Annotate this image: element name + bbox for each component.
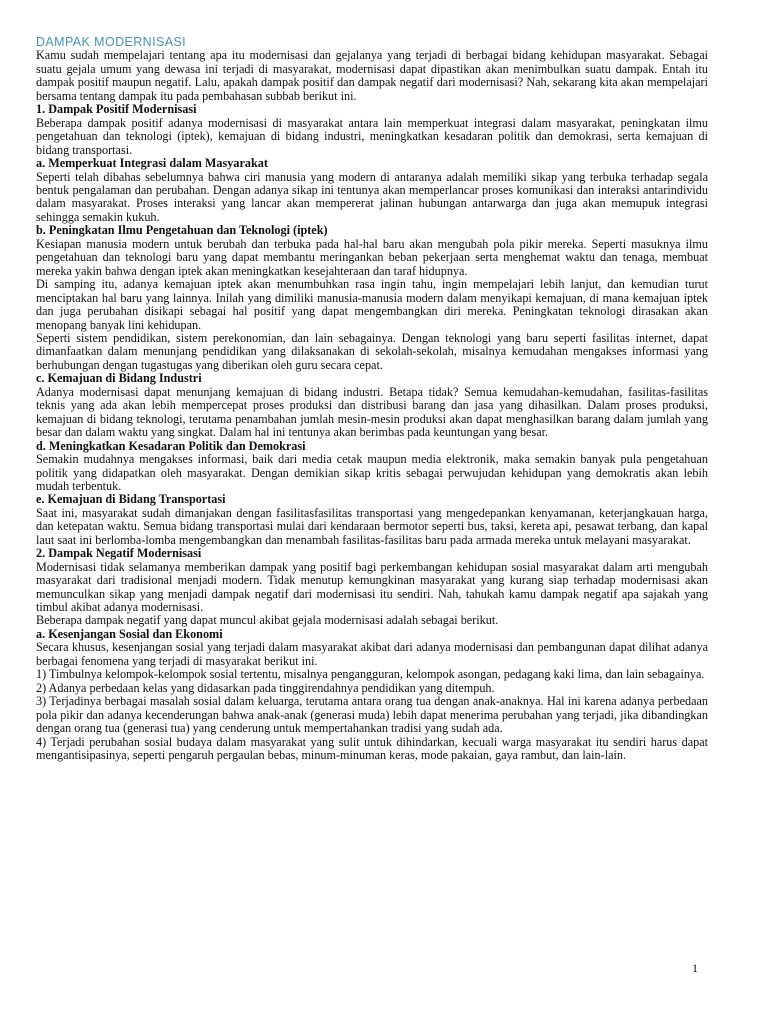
subheading-transport: e. Kemajuan di Bidang Transportasi <box>36 492 226 507</box>
social-gap-paragraph: Secara khusus, kesenjangan sosial yang terjadi dalam masyarakat akibat dari adanya modernisasi dan pembangunan dapat dilihat adanya berbagai fenomena yang terjadi di masyarakat berikut ini. <box>36 640 708 668</box>
subheading-social-gap: a. Kesenjangan Sosial dan Ekonomi <box>36 626 223 641</box>
integration-paragraph: Seperti telah dibahas sebelumnya bahwa ciri manusia yang modern di antaranya adalah memiliki sikap yang terbuka terhadap segala bentuk pengalaman dan perubahan. Dengan adanya sikap ini tentunya akan memperlancar proses komunikasi dan interaksi antarindividu dalam masyarakat. Proses interaksi yang lancar akan mempererat jalinan hubungan antarwarga dan juga akan memupuk integrasi sehingga semakin kukuh. <box>36 169 708 224</box>
politics-paragraph: Semakin mudahnya mengakses informasi, baik dari media cetak maupun media elektronik, maka semakin banyak pula pengetahuan politik yang didapatkan oleh masyarakat. Dengan demikian sikap kritis sebagai perwujudan kehidupan yang demokratis akan lebih mudah terbentuk. <box>36 452 708 493</box>
list-item: 3) Terjadinya berbagai masalah sosial dalam keluarga, terutama antara orang tua dengan anak-anaknya. Hal ini karena adanya perbedaan pola pikir dan adanya kecenderungan bahwa anak-anak (generasi muda) lebih dapat menerima perubahan yang terjadi, jika dibandingkan dengan orang tua (generasi tua) yang cenderung untuk mempertahankan tradisi yang sudah ada. <box>36 694 708 736</box>
section-heading-negative: 2. Dampak Negatif Modernisasi <box>36 546 202 561</box>
iptek-paragraph-1: Kesiapan manusia modern untuk berubah dan terbuka pada hal-hal baru akan mengubah pola pikir mereka. Seperti masuknya ilmu pengetahuan dan teknologi baru yang dapat membantu meringankan beban pekerjaan serta menghemat waktu dan tenaga, membuat mereka yakin bahwa dengan iptek akan meningkatkan kesejahteraan dan taraf hidupnya. <box>36 236 708 278</box>
positive-intro-paragraph: Beberapa dampak positif adanya modernisasi di masyarakat antara lain memperkuat integrasi dalam masyarakat, peningkatan ilmu pengetahuan dan teknologi (iptek), kemajuan di bidang industri, meningkatkan kesadaran politik dan demokrasi, serta kemajuan di bidang transportasi. <box>36 115 708 157</box>
negative-intro-paragraph: Modernisasi tidak selamanya memberikan dampak yang positif bagi perkembangan kehidupan sosial masyarakat dalam arti mengubah masyarakat dari tradisional menjadi modern. Tidak menutup kemungkinan masyarakat yang kurang siap terhadap modernisasi akan memunculkan sikap yang menjadi dampak negatif dari modernisasi itu sendiri. Nah, tahukah kamu dampak negatif apa sajakah yang timbul akibat adanya modernisasi. <box>36 559 708 615</box>
document-page <box>36 36 708 762</box>
list-item: 1) Timbulnya kelompok-kelompok sosial tertentu, misalnya pengangguran, kelompok asongan, pedagang kaki lima, dan lain sebagainya. <box>36 667 705 682</box>
iptek-paragraph-3: Seperti sistem pendidikan, sistem perekonomian, dan lain sebagainya. Dengan teknologi yang baru seperti fasilitas internet, dapat dimanfaatkan dalam menunjang pendidikan yang dilaksanakan di sekolah-sekolah, misalnya kemudahan mengakses informasi yang berhubungan dengan tugastugas yang diberikan oleh guru secara cepat. <box>36 330 708 372</box>
subheading-iptek: b. Peningkatan Ilmu Pengetahuan dan Teknologi (iptek) <box>36 223 328 238</box>
negative-intro-paragraph-2: Beberapa dampak negatif yang dapat muncul akibat gejala modernisasi adalah sebagai berikut. <box>36 613 499 628</box>
transport-paragraph: Saat ini, masyarakat sudah dimanjakan dengan fasilitasfasilitas transportasi yang mengedepankan kenyamanan, keterjangkauan harga, dan ketepatan waktu. Semua bidang transportasi mulai dari kendaraan bermotor seperti bus, taksi, kereta api, pesawat terbang, dan kapal laut saat ini berlomba-lomba mengembangkan dan menambah fasilitas-fasilitas baru pada armada mereka untuk melayani masyarakat. <box>36 505 708 547</box>
page-number: 1 <box>692 961 698 975</box>
list-item: 2) Adanya perbedaan kelas yang didasarkan pada tinggirendahnya pendidikan yang ditempuh. <box>36 680 495 695</box>
document-title: DAMPAK MODERNISASI <box>36 35 187 49</box>
industry-paragraph: Adanya modernisasi dapat menunjang kemajuan di bidang industri. Betapa tidak? Semua kemudahan-kemudahan, fasilitas-fasilitas teknis yang ada akan lebih mempercepat proses produksi dan distribusi barang dan jasa yang dihasilkan. Dalam proses produksi, kemajuan di bidang teknologi, terutama penambahan jumlah mesin-mesin produksi akan dapat menghasilkan barang dalam jumlah yang besar dan dalam waktu yang singkat. Dalam hal ini tentunya akan berimbas pada keuntungan yang besar. <box>36 384 708 440</box>
iptek-paragraph-2: Di samping itu, adanya kemajuan iptek akan menumbuhkan rasa ingin tahu, ingin mempelajari lebih lanjut, dan kemudian turut menciptakan hal baru yang lainnya. Inilah yang dimiliki manusia-manusia modern dalam menyikapi kemajuan, di mana kemajuan iptek dan juga perubahan disikapi sebagai hal positif yang dapat mengembangkan diri mereka. Peningkatan teknologi dirasakan akan menopang banyak lini kehidupan. <box>36 277 708 332</box>
intro-paragraph: Kamu sudah mempelajari tentang apa itu modernisasi dan gejalanya yang terjadi di berbagai bidang kehidupan masyarakat. Sebagai suatu gejala umum yang dewasa ini terjadi di masyarakat, modernisasi dapat dipastikan akan menimbulkan suatu dampak. Entah itu dampak positif maupun negatif. Lalu, apakah dampak positif dan dampak negatif dari modernisasi? Nah, sekarang kita akan mempelajari bersama tentang dampak itu pada pembahasan subbab berikut ini. <box>36 48 708 103</box>
subheading-politics: d. Meningkatkan Kesadaran Politik dan Demokrasi <box>36 438 306 453</box>
list-item: 4) Terjadi perubahan sosial budaya dalam masyarakat yang sulit untuk dihindarkan, kecuali warga masyarakat itu sendiri harus dapat mengantisipasinya, seperti pengaruh pergaulan bebas, minum-minuman keras, mode pakaian, gaya rambut, dan lain-lain. <box>36 734 708 763</box>
subheading-integration: a. Memperkuat Integrasi dalam Masyarakat <box>36 156 268 171</box>
subheading-industry: c. Kemajuan di Bidang Industri <box>36 371 202 386</box>
section-heading-positive: 1. Dampak Positif Modernisasi <box>36 102 197 117</box>
